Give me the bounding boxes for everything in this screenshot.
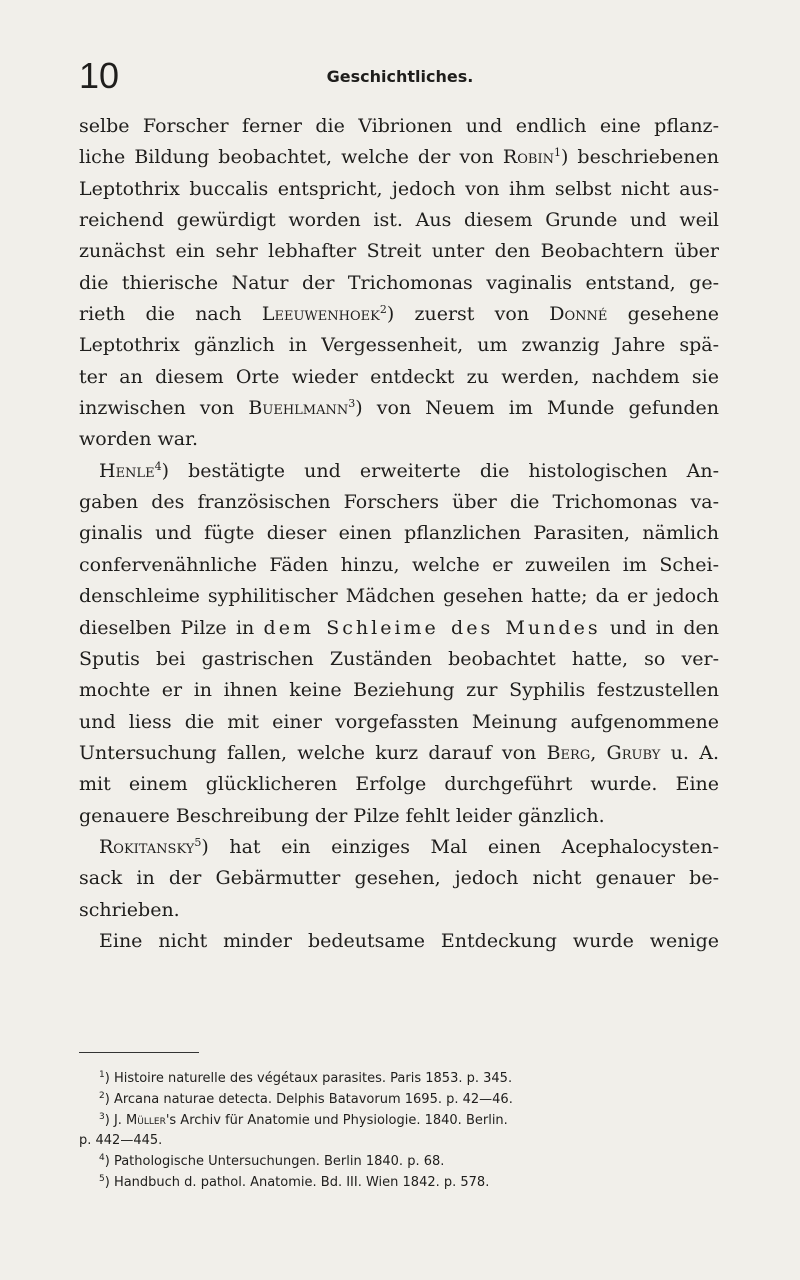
- text-line: denschleime syphilitischer Mädchen gesehen hatte; da er jedoch: [79, 585, 719, 608]
- page-number: 10: [79, 55, 120, 96]
- author-name: Müller: [126, 1112, 166, 1128]
- text-line: liche Bildung beobachtet, welche der von Robin$^1$) beschriebenen: [79, 146, 719, 169]
- footnote-ref: 5: [194, 835, 202, 849]
- text-line: Henle$^4$) bestätigte und erweiterte die histologischen An-: [99, 459, 719, 482]
- footnote-ref: 2: [379, 303, 387, 317]
- text-line: rieth die nach Leeuwenhoek$^2$) zuerst von Donné gesehene: [79, 303, 720, 326]
- author-name: Henle: [99, 459, 155, 482]
- author-name: Buehlmann: [248, 397, 349, 420]
- text-line: und liess die mit einer vorgefassten Meinung aufgenommene: [79, 710, 719, 733]
- text-line: Leptothrix buccalis entspricht, jedoch von ihm selbst nicht aus-: [79, 177, 719, 200]
- text-line: inzwischen von Buehlmann$^3$) von Neuem im Munde gefunden: [79, 397, 720, 420]
- text-line: sack in der Gebärmutter gesehen, jedoch nicht genauer be-: [79, 867, 719, 890]
- footnote-3: $^3$) J. Müller's Archiv für Anatomie und Physiologie. 1840. Berlin.: [99, 1111, 508, 1128]
- footnote-divider: [79, 1052, 199, 1053]
- author-name: Rokitansky: [99, 835, 195, 858]
- text-line: Untersuchung fallen, welche kurz darauf von Berg, Gruby u. A.: [79, 741, 719, 764]
- footnote-5: $^5$) Handbuch d. pathol. Anatomie. Bd. III. Wien 1842. p. 578.: [99, 1173, 490, 1190]
- body-text: [79, 111, 719, 957]
- footnote-2: $^2$) Arcana naturae detecta. Delphis Batavorum 1695. p. 42—46.: [99, 1090, 513, 1107]
- text-line: mochte er in ihnen keine Beziehung zur Syphilis festzustellen: [79, 679, 719, 702]
- text-line: ter an diesem Orte wieder entdeckt zu werden, nachdem sie: [79, 365, 719, 388]
- text-line: gaben des französischen Forschers über die Trichomonas va-: [79, 491, 719, 514]
- author-name: Gruby: [606, 741, 661, 764]
- author-name: Donné: [549, 303, 608, 326]
- text-line: mit einem glücklicheren Erfolge durchgeführt wurde. Eine: [79, 773, 719, 796]
- author-name: Leeuwenhoek: [261, 303, 380, 326]
- author-name: Berg: [546, 741, 591, 764]
- text-line: confervenähnliche Fäden hinzu, welche er zuweilen im Schei-: [79, 553, 719, 576]
- footnote-ref: 4: [154, 459, 162, 473]
- text-line: reichend gewürdigt worden ist. Aus diesem Grunde und weil: [79, 209, 719, 232]
- text-line: die thierische Natur der Trichomonas vaginalis entstand, ge-: [79, 271, 719, 294]
- text-line: Eine nicht minder bedeutsame Entdeckung wurde wenige: [99, 929, 719, 952]
- text-line: Sputis bei gastrischen Zuständen beobachtet hatte, so ver-: [79, 647, 719, 670]
- footnote-4: $^4$) Pathologische Untersuchungen. Berlin 1840. p. 68.: [99, 1153, 445, 1170]
- running-head: Geschichtliches.: [326, 67, 474, 86]
- footnotes: [79, 1069, 739, 1194]
- text-line: Leptothrix gänzlich in Vergessenheit, um zwanzig Jahre spä-: [79, 334, 719, 357]
- text-line: zunächst ein sehr lebhafter Streit unter den Beobachtern über: [79, 240, 719, 263]
- text-line: dieselben Pilze in dem Schleime des Mundes und in den: [79, 616, 719, 639]
- text-line: Rokitansky$^5$) hat ein einziges Mal einen Acephalocysten-: [99, 835, 719, 858]
- text-line: selbe Forscher ferner die Vibrionen und endlich eine pflanz-: [79, 115, 719, 137]
- footnote-3-continuation: p. 442—445.: [79, 1133, 163, 1149]
- emphasized-text: dem Schleime des Mundes: [263, 616, 601, 639]
- text-line: ginalis und fügte dieser einen pflanzlichen Parasiten, nämlich: [79, 522, 719, 545]
- text-line: genauere Beschreibung der Pilze fehlt leider gänzlich.: [79, 804, 605, 827]
- footnote-ref: 1: [553, 146, 561, 160]
- text-line: schrieben.: [79, 898, 180, 921]
- footnote-1: $^1$) Histoire naturelle des végétaux parasites. Paris 1853. p. 345.: [99, 1070, 513, 1086]
- author-name: Robin: [502, 146, 554, 169]
- footnote-ref: 3: [348, 397, 356, 411]
- text-line: worden war.: [79, 428, 199, 451]
